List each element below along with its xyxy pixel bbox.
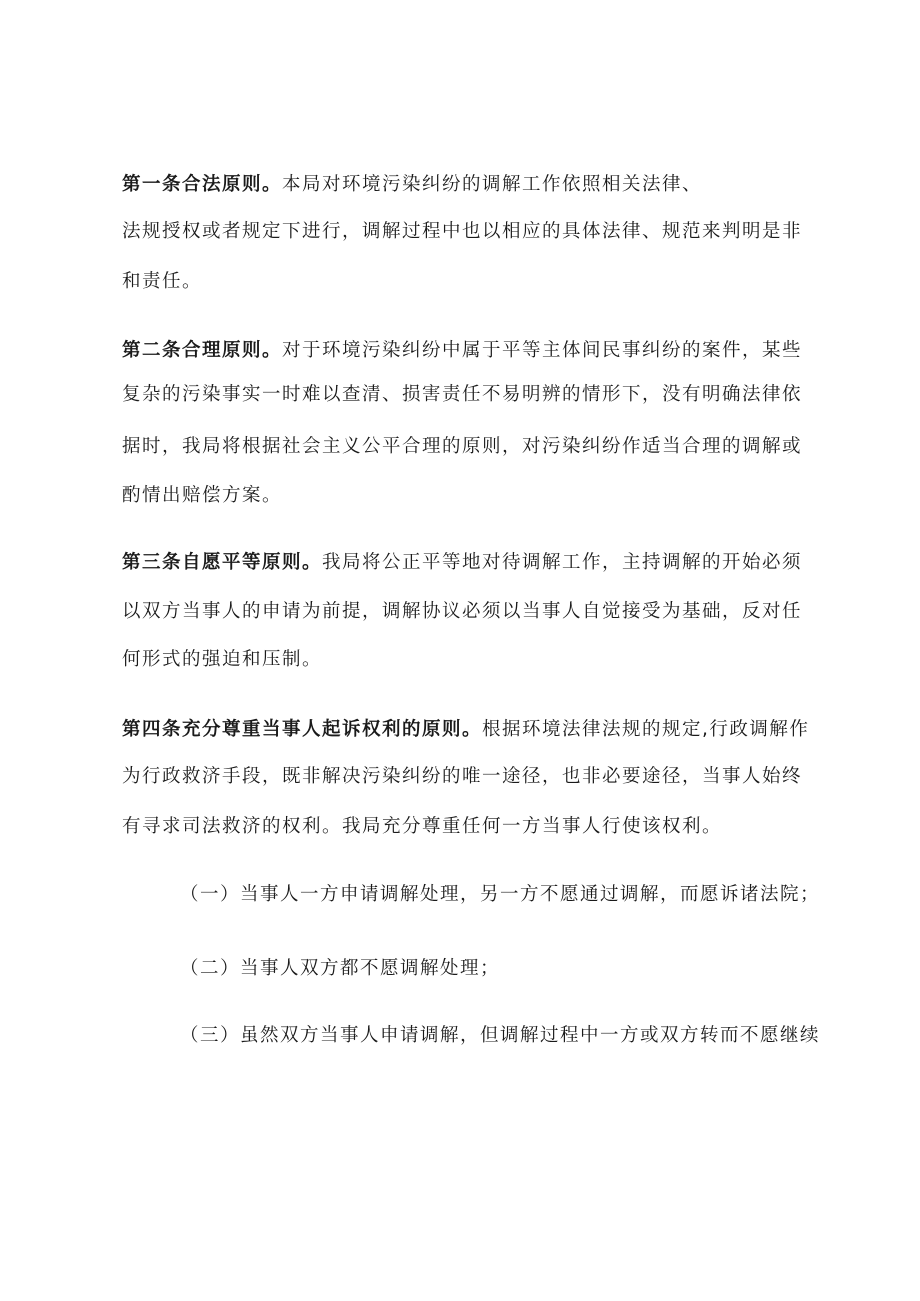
article-3-heading: 第三条自愿平等原则。 (122, 552, 323, 573)
article-1-text: 本局对环境污染纠纷的调解工作依照相关法律、 (282, 174, 703, 195)
article-3-line-1 (122, 551, 802, 575)
list-item-3: （三）虽然双方当事人申请调解，但调解过程中一方或双方转而不愿继续 (180, 1025, 821, 1046)
article-1-line-1 (122, 173, 702, 197)
article-2-text: 对于环境污染纠纷中属于平等主体间民事纠纷的案件，某些 (282, 340, 803, 361)
article-1-line-3: 和责任。 (122, 271, 203, 292)
article-3-text: 我局将公正平等地对待调解工作，主持调解的开始必须 (322, 552, 803, 573)
article-2-heading: 第二条合理原则。 (122, 340, 283, 361)
article-4-line-2: 为行政救济手段，既非解决污染纠纷的唯一途径，也非必要途径，当事人始终 (122, 766, 803, 787)
article-3-line-2: 以双方当事人的申请为前提，调解协议必须以当事人自觉接受为基础，反对任 (122, 601, 803, 622)
article-4-line-1 (122, 718, 809, 742)
article-3-line-3: 何形式的强迫和压制。 (122, 649, 323, 670)
article-1-heading: 第一条合法原则。 (122, 174, 283, 195)
article-4-heading: 第四条充分尊重当事人起诉权利的原则。 (122, 719, 483, 740)
article-2-line-2: 复杂的污染事实一时难以查清、损害责任不易明辨的情形下，没有明确法律依 (122, 384, 803, 405)
article-2-line-4: 酌情出赔偿方案。 (122, 485, 283, 506)
list-item-1: （一）当事人一方申请调解处理，另一方不愿通过调解，而愿诉诸法院； (180, 884, 821, 905)
article-1-line-2: 法规授权或者规定下进行，调解过程中也以相应的具体法律、规范来判明是非 (122, 221, 803, 242)
article-4-line-3: 有寻求司法救济的权利。我局充分尊重任何一方当事人行使该权利。 (122, 816, 723, 837)
article-2-line-1 (122, 339, 802, 363)
article-2-line-3: 据时，我局将根据社会主义公平合理的原则，对污染纠纷作适当合理的调解或 (122, 436, 803, 457)
article-4-text: 根据环境法律法规的规定,行政调解作 (482, 719, 810, 740)
list-item-2: （二）当事人双方都不愿调解处理； (180, 958, 501, 979)
